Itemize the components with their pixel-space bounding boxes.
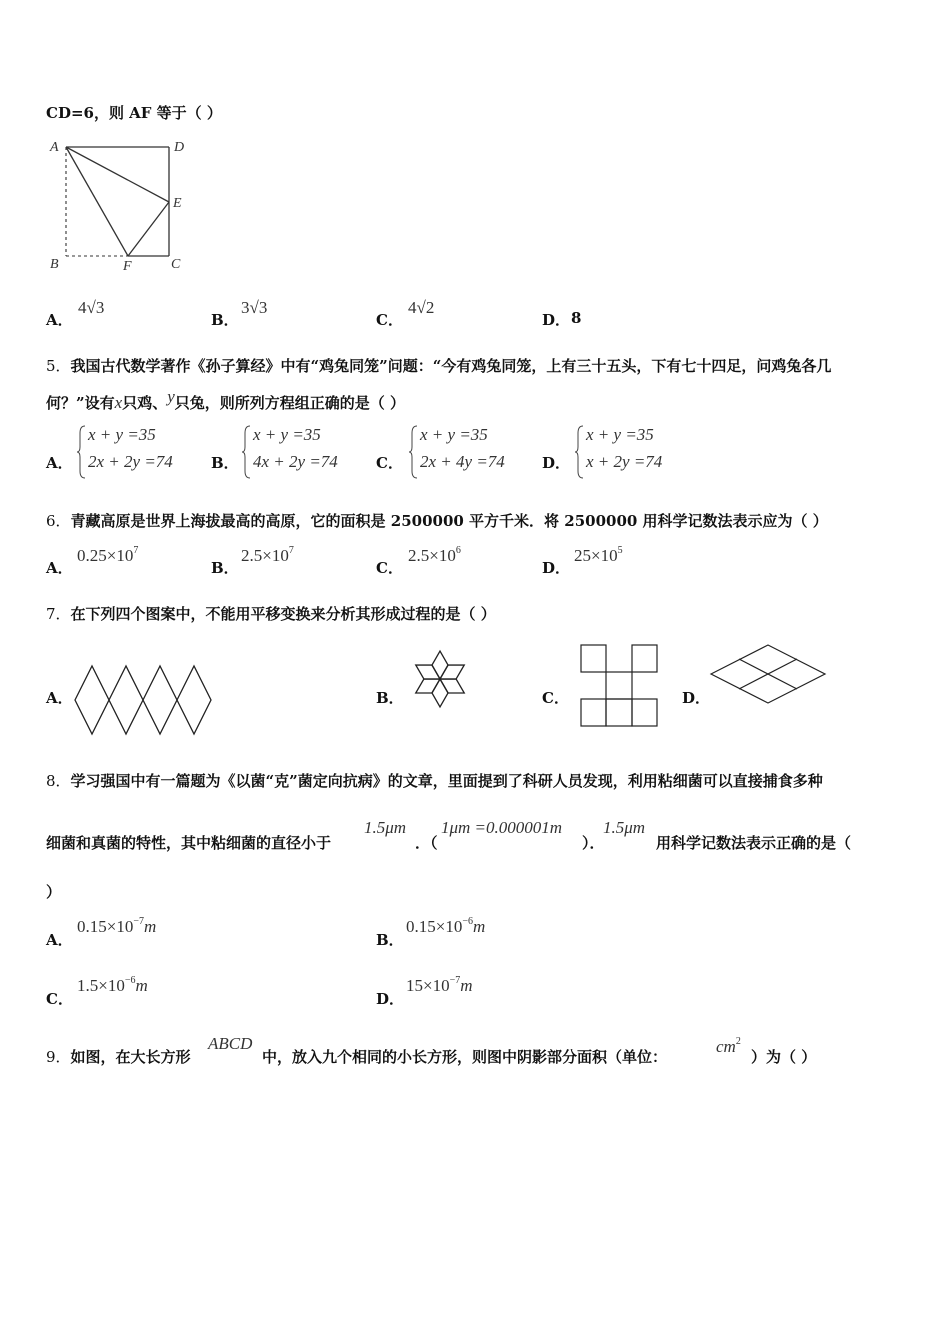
label-e: E: [173, 196, 182, 211]
q4-square-figure: [44, 134, 204, 276]
q8-text-1: 学习强国中有一篇题为《以菌“克”菌定向抗病》的文章，里面提到了科研人员发现，利用粘细菌可以直接捕食多种: [70, 772, 823, 790]
q8-size-value: 1.5μm: [364, 818, 407, 837]
q4-option-a-value: 4√3: [78, 298, 105, 317]
q8-option-d-value: $15\times 10^{-7}m$: [406, 975, 473, 995]
q9-text-b: 中，放入九个相同的小长方形，则图中阴影部分面积（单位：: [262, 1048, 668, 1066]
q5-text-2b: 只鸡、: [122, 394, 168, 412]
q6-line: [46, 510, 828, 531]
q6-option-c-label: C．: [376, 559, 403, 577]
q8-option-b-label: B．: [376, 931, 404, 949]
q8-line3: ）: [46, 883, 62, 901]
q5-a-eq2: 2x + 2y =74: [88, 452, 173, 471]
q5-a-eq1: x + y =35: [88, 425, 156, 444]
q5-option-a-label: A．: [46, 454, 73, 472]
q4-option-a-label: A．: [46, 311, 73, 329]
q5-number: 5．: [46, 357, 71, 375]
q8-number: 8．: [46, 772, 71, 790]
q5-var-y: y: [167, 387, 175, 406]
q5-option-b-label: B．: [211, 454, 239, 472]
q6-text: 青藏高原是世界上海拔最高的高原，它的面积是 2500000 平方千米．将 2500000 用科学记数法表示应为（ ）: [70, 512, 828, 530]
q4-option-d-label: D．: [542, 311, 571, 329]
q9-rect-name: ABCD: [208, 1034, 253, 1053]
q5-line1: [46, 355, 831, 376]
q8-option-a-value: $0.15\times 10^{-7}m$: [77, 916, 157, 936]
q5-var-x: x: [114, 393, 123, 412]
q5-b-eq1: x + y =35: [253, 425, 321, 444]
q4-tail-text: CD=6，则 AF 等于（ ）: [46, 104, 222, 122]
q7-line: [46, 603, 496, 624]
q5-text-2a: 何？”设有: [46, 394, 115, 412]
q8-text-2b: ．（: [415, 834, 438, 852]
q7-option-a-diamonds: [72, 662, 214, 738]
q6-option-a-value: $0.25\times 10^7$: [77, 545, 139, 565]
q8-line2: [46, 832, 331, 853]
q8-option-d-label: D．: [376, 990, 405, 1008]
q7-option-b-star: [400, 640, 480, 720]
q6-number: 6．: [46, 512, 71, 530]
q4-option-d-value: 8: [571, 309, 582, 327]
q8-text-2c: ）．: [582, 834, 605, 852]
q4-option-c-label: C．: [376, 311, 403, 329]
q7-text: 在下列四个图案中，不能用平移变换来分析其形成过程的是（ ）: [70, 605, 496, 623]
q8-text-2d: 用科学记数法表示正确的是（: [656, 834, 852, 852]
q6-option-c-value: $2.5\times 10^6$: [408, 545, 461, 565]
label-c: C: [171, 257, 181, 272]
q7-number: 7．: [46, 605, 71, 623]
q9-unit: $cm^2$: [716, 1036, 741, 1056]
q9-number: 9．: [46, 1048, 71, 1066]
q9-text-a-content: 如图，在大长方形: [70, 1048, 191, 1066]
q5-text-1: 我国古代数学著作《孙子算经》中有“鸡兔同笼”问题：“今有鸡兔同笼，上有三十五头，下有七十四足，问鸡兔各几: [70, 357, 832, 375]
label-d: D: [174, 140, 185, 155]
q5-c-eq2: 2x + 4y =74: [420, 452, 505, 471]
q6-option-b-label: B．: [211, 559, 239, 577]
q5-option-d-label: D．: [542, 454, 571, 472]
q8-conversion: 1μm =0.000001m: [441, 818, 563, 837]
q4-option-c-value: 4√2: [408, 298, 435, 317]
q4-option-b-label: B．: [211, 311, 239, 329]
q9-text-c: ）为（ ）: [751, 1048, 817, 1066]
q8-line1: [46, 770, 823, 791]
q7-option-b-label: B．: [376, 689, 404, 707]
label-b: B: [50, 257, 59, 272]
q5-c-eq1: x + y =35: [420, 425, 488, 444]
q8-option-c-value: $1.5\times 10^{-6}m$: [77, 975, 148, 995]
label-f: F: [123, 259, 132, 274]
q7-option-c-grid: [578, 642, 662, 730]
q5-d-eq2: x + 2y =74: [586, 452, 663, 471]
q4-option-b-value: 3√3: [241, 298, 268, 317]
q6-option-d-value: $25\times 10^5$: [574, 545, 623, 565]
q5-option-c-label: C．: [376, 454, 403, 472]
q7-option-d-rhombus: [708, 642, 828, 706]
q8-option-b-value: $0.15\times 10^{-6}m$: [406, 916, 486, 936]
q8-option-c-label: C．: [46, 990, 73, 1008]
q8-text-2a: 细菌和真菌的特性，其中粘细菌的直径小于: [46, 834, 332, 852]
q6-option-a-label: A．: [46, 559, 73, 577]
q8-option-a-label: A．: [46, 931, 73, 949]
q5-text-2c: 只兔，则所列方程组正确的是（ ）: [174, 394, 405, 412]
q7-option-c-label: C．: [542, 689, 569, 707]
label-a: A: [50, 140, 59, 155]
q6-option-d-label: D．: [542, 559, 571, 577]
q5-d-eq1: x + y =35: [586, 425, 654, 444]
q7-option-d-label: D．: [682, 689, 711, 707]
q5-b-eq2: 4x + 2y =74: [253, 452, 338, 471]
q8-size-value-2: 1.5μm: [603, 818, 646, 837]
q7-option-a-label: A．: [46, 689, 73, 707]
q9-text-a: [46, 1046, 191, 1067]
q5-line2: [46, 387, 405, 413]
q6-option-b-value: $2.5\times 10^7$: [241, 545, 294, 565]
